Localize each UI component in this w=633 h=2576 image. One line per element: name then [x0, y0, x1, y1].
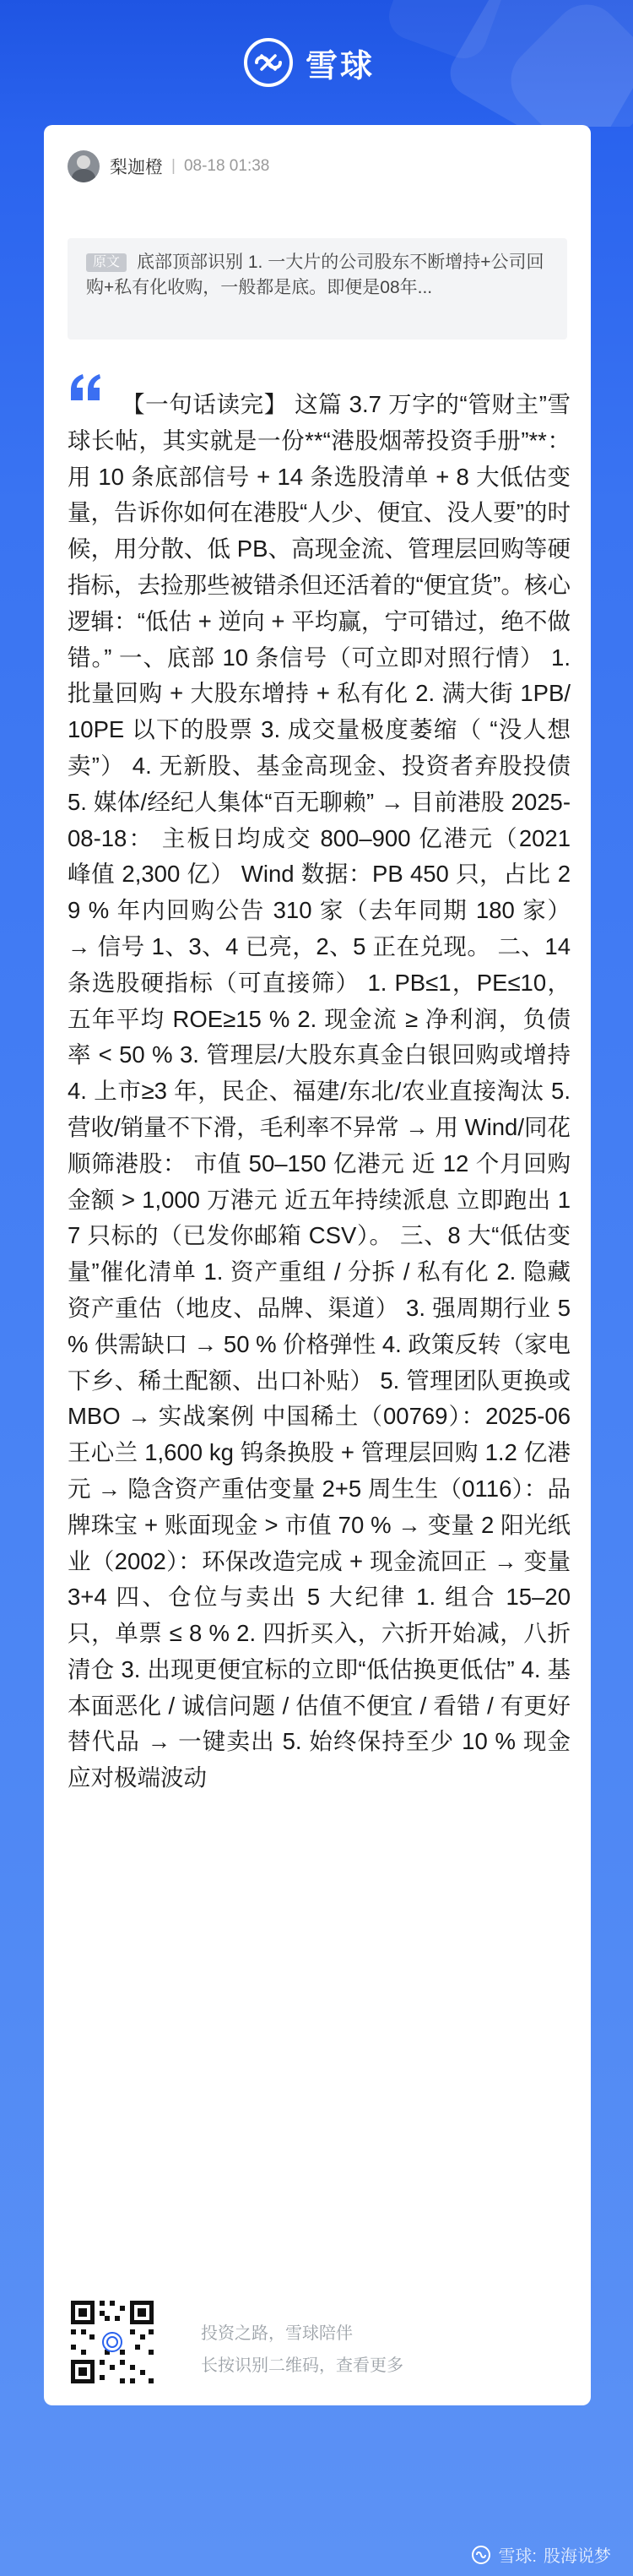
xueqiu-logo-icon [243, 37, 294, 88]
original-quote-text: 底部顶部识别 1. 一大片的公司股东不断增持+公司回购+私有化收购，一般都是底。即便是08年... [86, 253, 544, 297]
watermark [471, 2542, 611, 2567]
post-card [44, 125, 591, 2405]
separator: | [171, 157, 176, 175]
qr-code-icon[interactable] [68, 2297, 157, 2387]
brand [243, 37, 375, 88]
footer-hint: 长按识别二维码，查看更多 [201, 2356, 403, 2375]
original-quote [86, 250, 549, 301]
author-name[interactable]: 梨迦橙 [110, 158, 163, 177]
brand-name: 雪球 [306, 48, 376, 84]
post-body: 【一句话读完】 这篇 3.7 万字的“管财主”雪球长帖，其实就是一份**“港股烟蒂投资手册”**：用 10 条底部信号 + 14 条选股清单 + 8 大低估变量，告诉你如何在港股“人少、便宜、没人要”的时候，用分散、低 PB、高现金流、管理层回购等硬指标，去捡那些被错杀但还活着的“便宜货”。核心逻辑：“低估 + 逆向 + 平均赢，宁可错过，绝不做错。” 一、底部 10 条信号（可立即对照行情） 1. 批量回购 + 大股东增持 + 私有化 2. 满大街 1PB/ 10PE 以下的股票 3. 成交量极度萎缩（ “没人想卖”） 4. 无新股、基金高现金、投资者弃股投债 5. 媒体/经纪人集体“百无聊赖” → 目前港股 2025-08-18： 主板日均成交 800–900 亿港元（2021 峰值 2,300 亿） Wind 数据：PB 450 只，占比 29 % 年内回购公告 310 家（去年同期 180 家） → 信号 1、3、4 已亮，2、5 正在兑现。 二、14 条选股硬指标（可直接筛） 1. PB≤1，PE≤10，五年平均 ROE≥15 % 2. 现金流 ≥ 净利润，负债率 < 50 % 3. 管理层/大股东真金白银回购或增持 4. 上市≥3 年，民企、福建/东北/农业直接淘汰 5. 营收/销量不下滑，毛利率不异常 → 用 Wind/同花顺筛港股： 市值 50–150 亿港元 近 12 个月回购金额 > 1,000 万港元 近五年持续派息 立即跑出 17 只标的（已发你邮箱 CSV）。 三、8 大“低估变量”催化清单 1. 资产重组 / 分拆 / 私有化 2. 隐藏资产重估（地皮、品牌、渠道） 3. 强周期行业 5 % 供需缺口 → 50 % 价格弹性 4. 政策反转（家电下乡、稀土配额、出口补贴） 5. 管理团队更换或 MBO → 实战案例 中国稀土（00769）：2025-06 王心兰 1,600 kg 钨条换股 + 管理层回购 1.2 亿港元 → 隐含资产重估变量 2+5 周生生（0116）：品牌珠宝 + 账面现金 > 市值 70 % → 变量 2 阳光纸业（2002）：环保改造完成 + 现金流回正 → 变量 3+4 四、仓位与卖出 5 大纪律 1. 组合 15–20 只，单票 ≤ 8 % 2. 四折买入，六折开始减，八折清仓 3. 出现更便宜标的立即“低估换更低估” 4. 基本面恶化 / 诚信问题 / 估值不便宜 / 看错 / 有更好替代品 → 一键卖出 5. 始终保持至少 10 % 现金应对极端波动 [68, 391, 571, 1791]
watermark-account: 股海说梦 [544, 2547, 611, 2566]
original-quote-box[interactable] [68, 238, 567, 340]
xueqiu-logo-icon [471, 2545, 491, 2565]
footer-slogan: 投资之路，雪球陪伴 [201, 2324, 353, 2343]
post-time: 08-18 01:38 [183, 157, 270, 175]
author-row [68, 150, 269, 182]
share-footer [68, 2297, 567, 2390]
avatar[interactable] [68, 150, 100, 182]
header [0, 0, 633, 127]
original-tag: 原文 [86, 253, 127, 272]
watermark-brand: 雪球: [498, 2547, 537, 2566]
